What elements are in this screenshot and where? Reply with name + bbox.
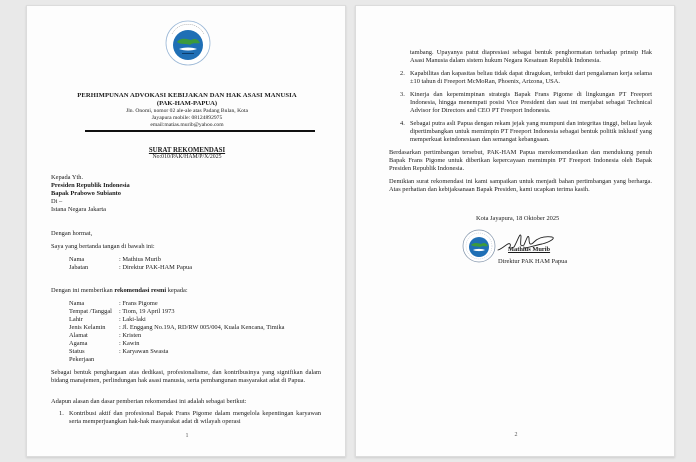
document-page-1 (26, 5, 346, 457)
appreciation-paragraph: Sebagai bentuk penghargaan atas dedikasi, profesionalisme, dan kontribusinya yang signifikan dalam bidang manajemen, perlindungan hak asasi manusia, serta pembangunan masyarakat adat di Papua. (51, 369, 321, 384)
conclusion-paragraph: Berdasarkan pertimbangan tersebut, PAK-HAM Papua merekomendasikan dan mendukung penuh Bapak Frans Pigome untuk diberikan kepercayaan memimpin PT Freeport Indonesia oleh Bapak Presiden Republik Indonesia. (389, 149, 652, 172)
reason-item: Kapabilitas dan kapasitas beliau tidak dapat diragukan, terbukti dari pengalaman kerja selama ±10 tahun di Freeport McMoRan, Phoenix, Arizona, USA. (410, 70, 652, 85)
organization-logo-icon (165, 20, 211, 66)
organization-address-line: Jayapura mobile: 08124892975 (151, 115, 223, 121)
list-number: 3. (400, 91, 405, 98)
signer-name: Mathius Murib (508, 246, 551, 253)
document-page-2 (355, 5, 675, 457)
letter-number: No:010/PAK/HAM/P/X/2025 (152, 154, 222, 160)
reason-item-continued: tambang. Upayanya patut diapresiasi sebagai bentuk penghormatan terhadap prinsip Hak Asasi Manusia dalam sistem hukum Negara Kesatuan Republik Indonesia. (410, 49, 652, 64)
field-value: : Jl. Enggang No.19A, RD/RW 005/004, Kuala Kencana, Timika (119, 324, 285, 331)
organization-stamp-icon (462, 229, 496, 263)
field-label: Status (69, 348, 85, 355)
recommendation-intro (51, 287, 188, 295)
recommendation-intro-post: kepada: (166, 287, 188, 294)
organization-email: email:matias.murib@yahoo.com (150, 122, 224, 128)
greeting: Dengan hormat, (51, 230, 93, 237)
organization-address-line: Jln. Onomi, nomor 02 ale-ale atas Padang Bulan, Kota (126, 108, 248, 114)
organization-name: PERHIMPUNAN ADVOKASI KEBIJAKAN DAN HAK ASASI MANUSIA (77, 92, 297, 99)
recipient-line: Bapak Prabowo Subianto (51, 190, 121, 197)
field-value: : Kawin (119, 340, 140, 347)
letterhead-divider (85, 130, 315, 132)
field-value: : Frans Pigome (119, 300, 158, 307)
reason-item: Kinerja dan kepemimpinan strategis Bapak Frans Pigome di lingkungan PT Freeport Indonesia, hingga menempati posisi Vice President dan saat ini menjabat sebagai Technical Advisor for Directors and CEO PT Freeport Indonesia. (410, 91, 652, 114)
page-number: 1 (185, 433, 189, 439)
recipient-line: Di – (51, 198, 63, 205)
recommendation-intro-bold: rekomendasi resmi (114, 287, 167, 294)
signer-intro: Saya yang bertanda tangan di bawah ini: (51, 243, 155, 250)
list-number: 4. (400, 120, 405, 127)
field-value: : Mathius Murib (119, 256, 161, 263)
list-number: 1. (59, 410, 64, 417)
letter-title: SURAT REKOMENDASI (148, 147, 226, 154)
field-label: Nama (69, 256, 85, 263)
field-label: Tempat /Tanggal (69, 308, 112, 315)
place-date: Kota Jayapura, 18 Oktober 2025 (476, 215, 560, 222)
recommendation-intro-pre: Dengan ini memberikan (51, 287, 115, 294)
recipient-salutation: Kepada Yth. (51, 174, 84, 181)
field-label: Jenis Kelamin (69, 324, 106, 331)
field-value: : Kristen (119, 332, 142, 339)
reason-item: Kontribusi aktif dan profesional Bapak Frans Pigome dalam mengelola kepentingan karyawan serta memperjuangkan hak-hak masyarakat adat di wilayah operasi (69, 410, 321, 425)
field-label: Nama (69, 300, 85, 307)
field-value: : Laki-laki (119, 316, 146, 323)
list-number: 2. (400, 70, 405, 77)
closing-paragraph: Demikian surat rekomendasi ini kami sampaikan untuk menjadi bahan pertimbangan yang berharga. Atas perhatian dan kebijaksanaan Bapak Presiden, kami ucapkan terima kasih. (389, 178, 652, 193)
field-label: Jabatan (69, 264, 89, 271)
reason-item: Sebagai putra asli Papua dengan rekam jejak yang mumpuni dan integritas tinggi, beliau layak dipertimbangkan untuk memimpin PT Freeport Indonesia sebagai bentuk politik inklusif yang memperkuat keindonesiaan dan semangat kebangsaan. (410, 120, 652, 143)
field-label: Pekerjaan (69, 356, 95, 363)
page-number: 2 (514, 432, 518, 438)
field-value: : Direktur PAK-HAM Papua (119, 264, 193, 271)
field-value: : Karyawan Swasta (119, 348, 169, 355)
field-label: Alamat (69, 332, 88, 339)
signer-title: Direktur PAK HAM Papua (498, 258, 568, 265)
recipient-line: Presiden Republik Indonesia (51, 182, 130, 189)
reasons-intro: Adapun alasan dan dasar pemberian rekomendasi ini adalah sebagai berikut: (51, 398, 247, 405)
field-label: Agama (69, 340, 88, 347)
organization-abbreviation: (PAK-HAM-PAPUA) (156, 100, 218, 107)
recipient-line: Istana Negara Jakarta (51, 206, 106, 213)
field-value: : Tiom, 19 April 1973 (119, 308, 175, 315)
field-label: Lahir (69, 316, 83, 323)
